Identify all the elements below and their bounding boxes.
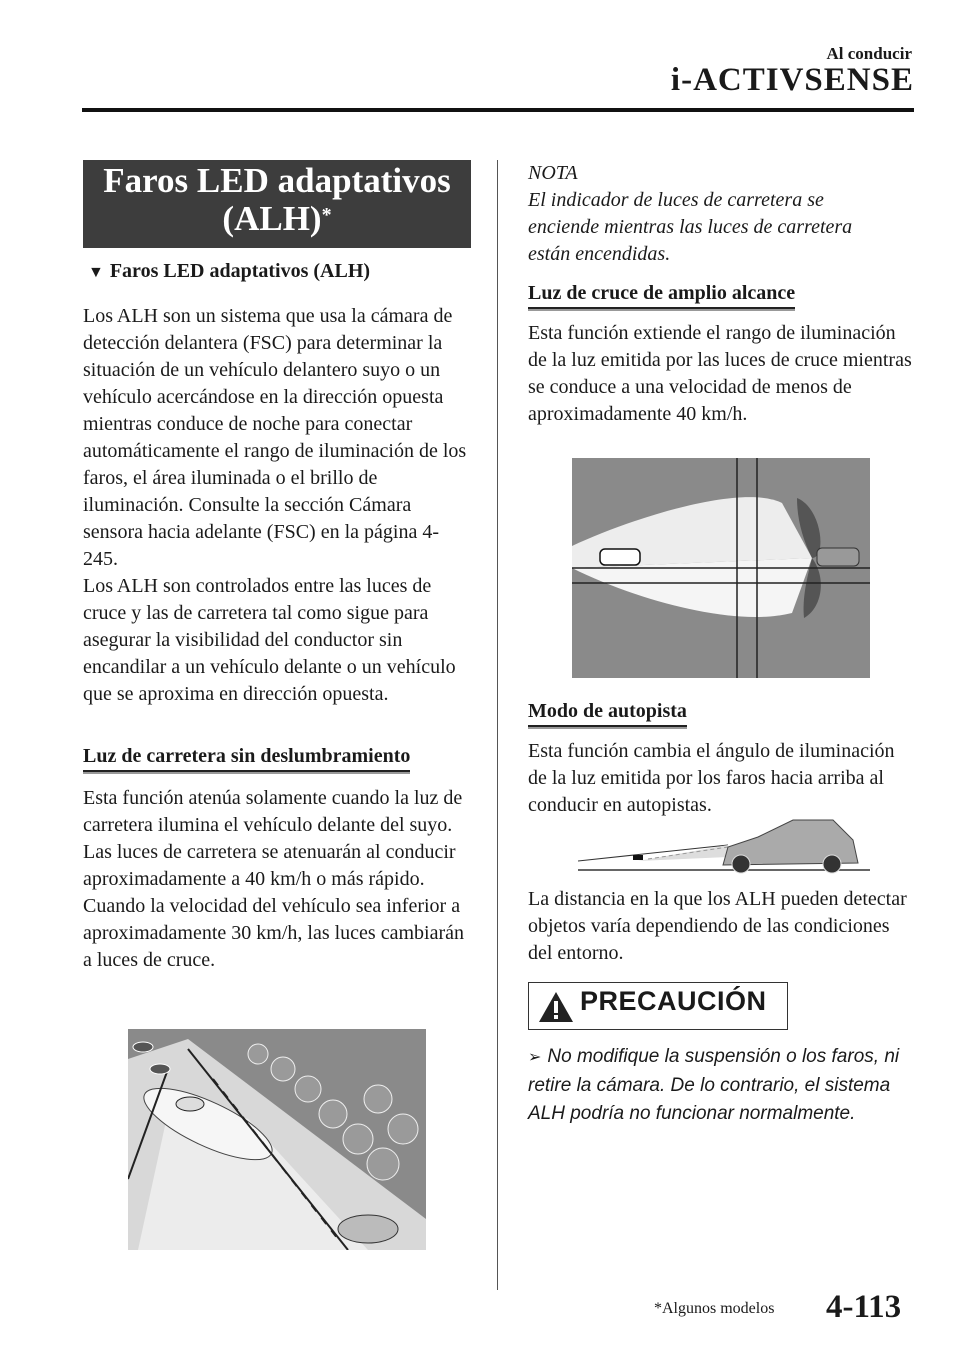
highway-car-illustration	[578, 815, 870, 875]
intro-block	[83, 303, 468, 708]
crossroad-illustration	[572, 458, 870, 678]
header-section: Al conducir	[826, 44, 912, 63]
down-triangle-icon: ▼	[88, 264, 104, 281]
caution-text: No modifique la suspensión o los faros, ni retire la cámara. De lo contrario, el sistema ALH podría no funcionar normalmente.	[528, 1046, 900, 1124]
glare-paragraph-2: Las luces de carretera se atenuarán al conducir aproximadamente a 40 km/h o más rápido. Cuando la velocidad del vehículo sea inferior a aproximadamente 30 km/h, las luces cambiarán a luces de cruce.	[83, 841, 464, 971]
highway-paragraph: Esta función cambia el ángulo de iluminación de la luz emitida por los faros hacia arriba al conducir en autopistas.	[528, 740, 895, 816]
optional-marker: *	[321, 204, 332, 226]
intro-paragraph: Los ALH son un sistema que usa la cámara de detección delantera (FSC) para determinar la situación de un vehículo delantero suyo o un vehículo acercándose en la dirección opuesta mientras conduce de noche para conectar automáticamente el rango de iluminación de los faros, el área iluminada o el brillo de iluminación. Consulte la sección Cámara sensora hacia adelante (FSC) en la página 4-245.	[83, 305, 467, 570]
arrow-bullet-icon: ➢	[528, 1049, 542, 1066]
note-label: NOTA	[528, 162, 578, 184]
subheading-alh: ▼ Faros LED adaptativos (ALH)	[88, 260, 371, 282]
warning-triangle-icon	[537, 990, 575, 1024]
road-illustration	[128, 1029, 426, 1250]
glare-heading-wrap	[83, 745, 410, 772]
glare-paragraph: Esta función atenúa solamente cuando la luz de carretera ilumina el vehículo delante del suyo.	[83, 787, 463, 836]
caution-item	[528, 1043, 923, 1128]
glare-block	[83, 785, 468, 974]
highway-heading-wrap	[528, 700, 687, 727]
title-line1: Faros LED adaptativos	[103, 161, 451, 200]
note-text: El indicador de luces de carretera se enciende mientras las luces de carretera están encendidas.	[528, 189, 853, 265]
section-title	[83, 160, 471, 248]
column-divider	[497, 160, 498, 1290]
intro-paragraph-2: Los ALH son controlados entre las luces de cruce y las de carretera tal como sigue para asegurar la visibilidad del conductor sin encandilar a un vehículo delante o un vehículo que se aproxima en dirección opuesta.	[83, 575, 456, 705]
title-line2: (ALH)*	[222, 199, 332, 238]
header-rule	[82, 108, 914, 112]
caution-label: PRECAUCIÓN	[580, 986, 767, 1016]
wide-heading: Luz de cruce de amplio alcance	[528, 282, 795, 309]
wide-heading-wrap	[528, 282, 795, 309]
glare-heading: Luz de carretera sin deslumbramiento	[83, 745, 410, 772]
footnote: *Algunos modelos	[654, 1300, 775, 1317]
distance-paragraph: La distancia en la que los ALH pueden detectar objetos varía dependiendo de las condiciones del entorno.	[528, 888, 907, 964]
header-chapter: i-ACTIVSENSE	[670, 62, 914, 98]
wide-paragraph: Esta función extiende el rango de iluminación de la luz emitida por las luces de cruce mientras se conduce a una velocidad de menos de aproximadamente 40 km/h.	[528, 322, 912, 425]
page-number: 4-113	[826, 1289, 902, 1325]
highway-heading: Modo de autopista	[528, 700, 687, 727]
